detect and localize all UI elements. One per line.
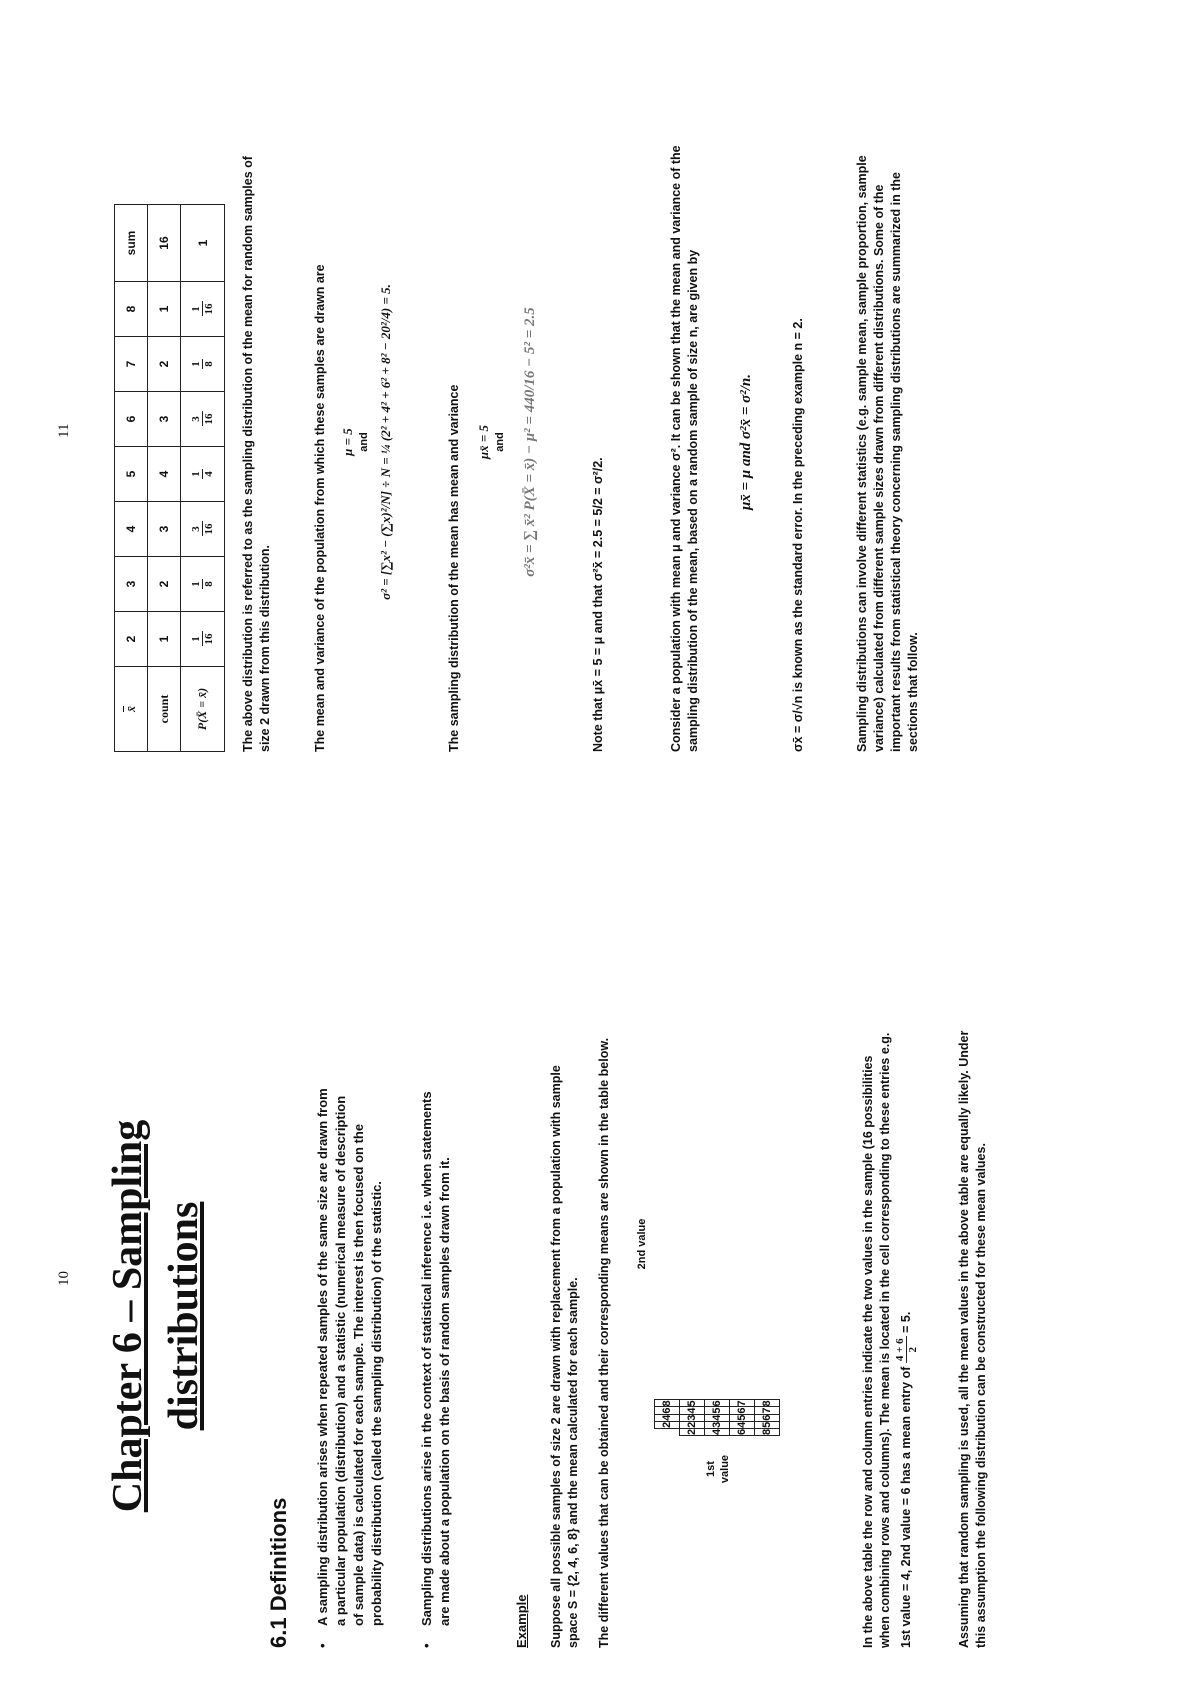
table-row (655, 1400, 680, 1436)
table-cell: 4 (115, 502, 148, 557)
table-cell: 3 (148, 502, 181, 557)
page-10 (0, 848, 1200, 1696)
example-heading: Example (514, 1594, 529, 1648)
table-cell: 7 (730, 1400, 755, 1407)
table-row (705, 1400, 730, 1436)
column-header: 2 (655, 1421, 680, 1428)
table-cell: 6 (705, 1400, 730, 1407)
and-word-2: and (494, 432, 506, 452)
page-number-right: 11 (56, 423, 72, 438)
population-variance: σ² = [∑x² − (∑x)²/N] ÷ N = ¼ (2² + 4² + 6² + 8² − 20²/4) = 5. (378, 284, 393, 600)
table-cell: 8 (755, 1400, 780, 1407)
row-header: 8 (755, 1428, 780, 1435)
table-cell: 3 16 (181, 502, 225, 557)
grid-row-caption-2: value (719, 1454, 731, 1484)
section-heading: 6.1 Definitions (266, 1497, 291, 1648)
mean-fraction (894, 1336, 919, 1363)
row-header: 2 (680, 1428, 705, 1435)
bullet-icon: • (419, 1643, 434, 1648)
table-cell: 2 (148, 337, 181, 392)
bullet-text: A sampling distribution arises when repeated samples of the same size are drawn from a particular population (distribution) and a statistic (numerical measure of description of sample data) is calculated for each sample. The interest is then focused on the probability distribution (called the sampling distribution) of the statistic. (315, 1088, 384, 1626)
table-cell: 1 4 (181, 447, 225, 502)
table-cell: 2 (680, 1421, 705, 1428)
table-cell: 6 (755, 1414, 780, 1421)
table-row (755, 1400, 780, 1436)
chapter-title-line1: Chapter 6 – Sampling (105, 1119, 151, 1513)
note-line: Note that μx̄ = 5 = μ and that σ²x̄ = 2.5 = 5/2 = σ²/2. (591, 457, 605, 752)
population-mean: μ = 5 (340, 428, 355, 456)
table-cell: 1 16 (181, 612, 225, 667)
table-cell: 5 (705, 1407, 730, 1414)
row-label (115, 667, 148, 752)
grid-row-caption (704, 1442, 732, 1496)
table-cell: 7 (755, 1407, 780, 1414)
table-cell: 5 (730, 1414, 755, 1421)
table-row (730, 1400, 755, 1436)
table-cell: 2 (115, 612, 148, 667)
general-result: μx̄ = μ and σ²x̄ = σ²/n. (738, 373, 754, 511)
row-header: 4 (705, 1428, 730, 1435)
table-cell: 1 8 (181, 557, 225, 612)
table-cell: 3 (705, 1421, 730, 1428)
table-cell: 1 (148, 282, 181, 337)
sampling-variance-formula: σ²x̄ = ∑ x̄² P(X̄ = x̄) − μ² = 440/16 − 5² = 2.5 (522, 307, 538, 577)
right-paragraph-2: The mean and variance of the population from which these samples are drawn are (313, 264, 327, 752)
table-cell: 5 (755, 1421, 780, 1428)
table-corner (655, 1428, 680, 1435)
table-row (148, 205, 181, 752)
example-paragraph-4: Assuming that random sampling is used, all the mean values in the above table are equally likely. Under this assumption the following distribution can be constructed for these mean values. (957, 1030, 988, 1648)
table-cell: 16 (148, 205, 181, 282)
page-number-left: 10 (56, 1271, 72, 1286)
column-header: 4 (655, 1414, 680, 1421)
table-cell: 4 (148, 447, 181, 502)
example-paragraph-2: The different values that can be obtained and their corresponding means are shown in the table below. (597, 1037, 611, 1648)
table-cell: 4 (680, 1407, 705, 1414)
fraction-numerator: 4 + 6 (894, 1338, 906, 1362)
fraction-denominator: 2 (907, 1346, 919, 1353)
paragraph-3-text: In the above table the row and column entries indicate the two values in the sample (16 possibilities when combining rows and columns). The mean is located in the cell corresponding to these entries e.g. 1st value = 4, 2nd value = 6 has a mean entry of (861, 1032, 913, 1648)
table-cell: 6 (730, 1407, 755, 1414)
table-row (181, 205, 225, 752)
table-row (680, 1400, 705, 1436)
right-paragraph-5: Sampling distributions can involve different statistics (e.g. sample mean, sample proportion, sample variance) calculated from different sample sizes drawn from different distributions. Some of the important results from statistical theory concerning sampling distributions are summarized in the sections that follow. (855, 155, 920, 752)
xbar-label: x̄ (123, 706, 138, 712)
table-cell: 5 (680, 1400, 705, 1407)
table-cell: 2 (148, 557, 181, 612)
table-cell: 1 (148, 612, 181, 667)
right-paragraph-3: The sampling distribution of the mean has mean and variance (447, 384, 461, 752)
right-paragraph-4: Consider a population with mean μ and variance σ². It can be shown that the mean and variance of the sampling distribution of the mean, based on a random sample of size n, are given by (669, 145, 700, 752)
table-cell: 6 (115, 392, 148, 447)
right-paragraph-1: The above distribution is referred to as the sampling distribution of the mean for random samples of size 2 drawn from this distribution. (241, 156, 272, 752)
table-cell: 5 (115, 447, 148, 502)
bullet-text: Sampling distributions arise in the context of statistical inference i.e. when statements are made about a population on the basis of random samples drawn from it. (419, 1091, 452, 1626)
example-paragraph-1: Suppose all possible samples of size 2 are drawn with replacement from a population with sample space S = {2, 4, 6, 8} and the mean calculated for each sample. (549, 1065, 580, 1648)
means-table (654, 1399, 780, 1436)
table-cell: sum (115, 205, 148, 282)
row-label: count (148, 667, 181, 752)
bullet-icon: • (315, 1643, 330, 1648)
table-cell: 4 (730, 1421, 755, 1428)
row-label: P(X̄ = x̄) (181, 667, 225, 752)
table-cell: 4 (705, 1414, 730, 1421)
grid-row-caption-1: 1st (705, 1461, 717, 1477)
table-cell: 1 8 (181, 337, 225, 392)
chapter-title (100, 1036, 212, 1596)
table-cell: 8 (115, 282, 148, 337)
table-cell: 3 (148, 392, 181, 447)
column-header: 6 (655, 1407, 680, 1414)
example-paragraph-3 (860, 1028, 919, 1648)
table-row (115, 205, 148, 752)
sampling-distribution-table (114, 204, 225, 752)
chapter-title-line2: distributions (161, 1201, 207, 1431)
definition-bullet-2 (418, 1088, 454, 1648)
table-cell: 1 16 (181, 282, 225, 337)
grid-column-caption: 2nd value (636, 1218, 648, 1270)
table-cell: 3 (115, 557, 148, 612)
table-cell: 7 (115, 337, 148, 392)
sampling-mean: μx̄ = 5 (476, 424, 491, 460)
table-cell: 1 (181, 205, 225, 282)
and-word-1: and (358, 432, 370, 452)
row-header: 6 (730, 1428, 755, 1435)
table-cell: 3 (680, 1414, 705, 1421)
definition-bullet-1 (314, 1088, 386, 1648)
column-header: 8 (655, 1400, 680, 1407)
paragraph-3-tail: = 5. (898, 1311, 913, 1333)
table-cell: 3 16 (181, 392, 225, 447)
standard-error-line: σx̄ = σ/√n is known as the standard error. In the preceding example n = 2. (791, 318, 805, 752)
